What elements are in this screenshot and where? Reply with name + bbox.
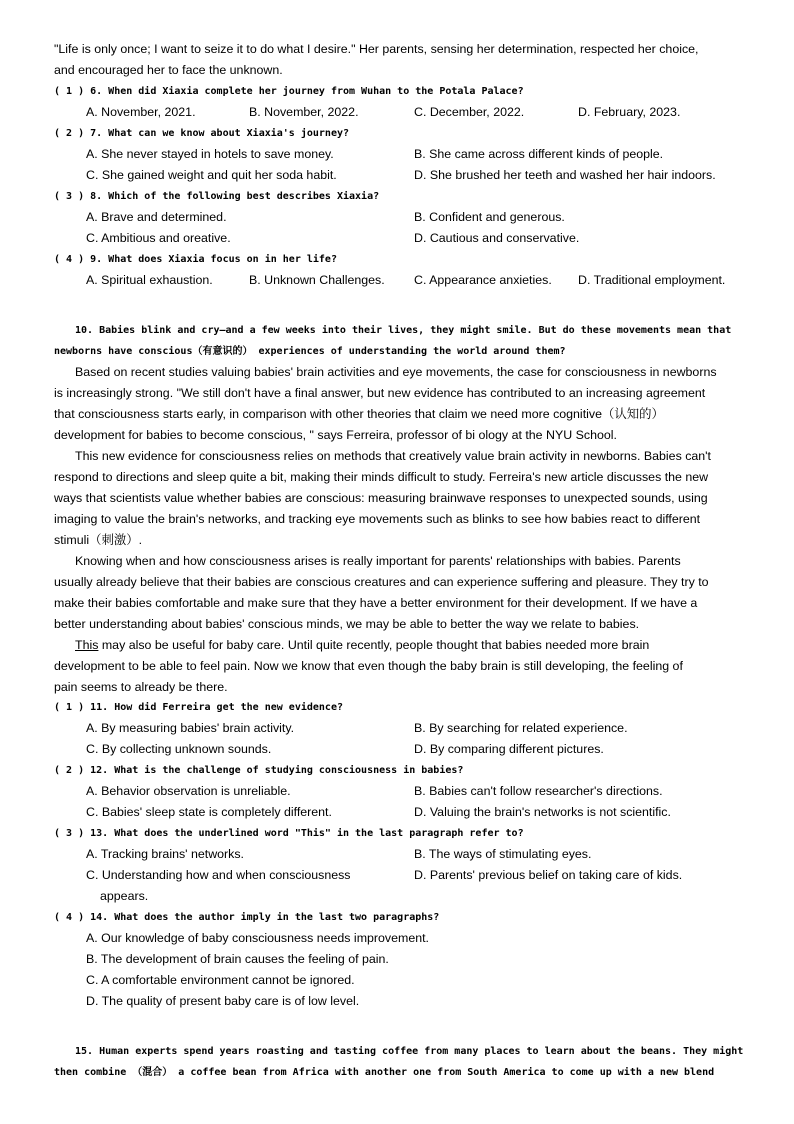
passage-line: make their babies comfortable and make sure that they have a better environment for their development. If we have a bbox=[54, 596, 698, 610]
question-7-stem: ( 2 ) 7. What can we know about Xiaxia's journey? bbox=[54, 128, 350, 139]
passage-line: imaging to value the brain's networks, and tracking eye movements such as blinks to see how babies react to different bbox=[54, 512, 701, 526]
q9-option-c[interactable]: C. Appearance anxieties. bbox=[414, 273, 552, 287]
passage-line: ways that scientists value whether babies are conscious: measuring brainwave responses to unexpected sounds, using bbox=[54, 491, 708, 505]
question-12-stem: ( 2 ) 12. What is the challenge of studying consciousness in babies? bbox=[54, 765, 464, 776]
passage-line: pain seems to already be there. bbox=[54, 680, 228, 694]
passage-line: usually already believe that their babies are conscious creatures and can experience suffering and pleasure. They try to bbox=[54, 575, 709, 589]
q14-option-d[interactable]: D. The quality of present baby care is of low level. bbox=[86, 994, 360, 1008]
q13-option-c-cont[interactable]: appears. bbox=[100, 889, 149, 903]
q11-option-b[interactable]: B. By searching for related experience. bbox=[414, 721, 628, 735]
q14-option-a[interactable]: A. Our knowledge of baby consciousness needs improvement. bbox=[86, 931, 429, 945]
q8-option-d[interactable]: D. Cautious and conservative. bbox=[414, 231, 580, 245]
q7-option-b[interactable]: B. She came across different kinds of people. bbox=[414, 147, 664, 161]
passage-intro: 10. Babies blink and cry—and a few weeks into their lives, they might smile. But do these movements mean that bbox=[75, 325, 732, 336]
q12-option-a[interactable]: A. Behavior observation is unreliable. bbox=[86, 784, 291, 798]
q12-option-d[interactable]: D. Valuing the brain's networks is not scientific. bbox=[414, 805, 671, 819]
q11-option-d[interactable]: D. By comparing different pictures. bbox=[414, 742, 604, 756]
passage-line: development to be able to feel pain. Now we know that even though the baby brain is still developing, the feeling of bbox=[54, 659, 683, 673]
passage-line: is increasingly strong. "We still don't have a final answer, but new evidence has contributed to an increasing agreement bbox=[54, 386, 706, 400]
q6-option-b[interactable]: B. November, 2022. bbox=[249, 105, 359, 119]
passage-line: better understanding about babies' conscious minds, we may be able to better the way we relate to babies. bbox=[54, 617, 640, 631]
q8-option-b[interactable]: B. Confident and generous. bbox=[414, 210, 565, 224]
passage-text: may also be useful for baby care. Until quite recently, people thought that babies needed more brain bbox=[98, 638, 650, 652]
question-9-stem: ( 4 ) 9. What does Xiaxia focus on in her life? bbox=[54, 254, 337, 265]
q8-option-a[interactable]: A. Brave and determined. bbox=[86, 210, 227, 224]
q7-option-c[interactable]: C. She gained weight and quit her soda habit. bbox=[86, 168, 337, 182]
q13-option-b[interactable]: B. The ways of stimulating eyes. bbox=[414, 847, 592, 861]
question-6-stem: ( 1 ) 6. When did Xiaxia complete her journey from Wuhan to the Potala Palace? bbox=[54, 86, 524, 97]
passage-line: that consciousness starts early, in comparison with other theories that claim we need more cognitive（认知的） bbox=[54, 407, 664, 421]
q12-option-c[interactable]: C. Babies' sleep state is completely different. bbox=[86, 805, 332, 819]
passage-intro: then combine （混合） a coffee bean from Africa with another one from South America to come up with a new blend bbox=[54, 1067, 715, 1078]
q14-option-b[interactable]: B. The development of brain causes the feeling of pain. bbox=[86, 952, 389, 966]
q14-option-c[interactable]: C. A comfortable environment cannot be ignored. bbox=[86, 973, 355, 987]
q6-option-a[interactable]: A. November, 2021. bbox=[86, 105, 196, 119]
q9-option-b[interactable]: B. Unknown Challenges. bbox=[249, 273, 385, 287]
question-8-stem: ( 3 ) 8. Which of the following best describes Xiaxia? bbox=[54, 191, 380, 202]
passage-line: and encouraged her to face the unknown. bbox=[54, 63, 283, 77]
q12-option-b[interactable]: B. Babies can't follow researcher's directions. bbox=[414, 784, 663, 798]
q7-option-d[interactable]: D. She brushed her teeth and washed her hair indoors. bbox=[414, 168, 716, 182]
q9-option-a[interactable]: A. Spiritual exhaustion. bbox=[86, 273, 213, 287]
passage-line: This new evidence for consciousness relies on methods that creatively value brain activity in newborns. Babies can't bbox=[75, 449, 711, 463]
q13-option-d[interactable]: D. Parents' previous belief on taking care of kids. bbox=[414, 868, 683, 882]
passage-line: stimuli（刺激）. bbox=[54, 533, 143, 547]
q7-option-a[interactable]: A. She never stayed in hotels to save money. bbox=[86, 147, 334, 161]
question-14-stem: ( 4 ) 14. What does the author imply in the last two paragraphs? bbox=[54, 912, 440, 923]
question-13-stem: ( 3 ) 13. What does the underlined word "This" in the last paragraph refer to? bbox=[54, 828, 524, 839]
passage-intro: newborns have conscious（有意识的） experiences of understanding the world around them? bbox=[54, 346, 566, 357]
question-11-stem: ( 1 ) 11. How did Ferreira get the new evidence? bbox=[54, 702, 343, 713]
passage-line: Based on recent studies valuing babies' brain activities and eye movements, the case for consciousness in newborns bbox=[75, 365, 717, 379]
passage-line: development for babies to become conscious, " says Ferreira, professor of bi ology at the NYU School. bbox=[54, 428, 617, 442]
passage-line: "Life is only once; I want to seize it to do what I desire." Her parents, sensing her determination, respected her choice, bbox=[54, 42, 699, 56]
passage-intro: 15. Human experts spend years roasting and tasting coffee from many places to learn about the beans. They might bbox=[75, 1046, 744, 1057]
q11-option-a[interactable]: A. By measuring babies' brain activity. bbox=[86, 721, 295, 735]
q6-option-c[interactable]: C. December, 2022. bbox=[414, 105, 525, 119]
passage-line: Knowing when and how consciousness arises is really important for parents' relationships with babies. Parents bbox=[75, 554, 681, 568]
underlined-word-this: This bbox=[75, 638, 99, 652]
q8-option-c[interactable]: C. Ambitious and oreative. bbox=[86, 231, 231, 245]
q11-option-c[interactable]: C. By collecting unknown sounds. bbox=[86, 742, 272, 756]
q13-option-a[interactable]: A. Tracking brains' networks. bbox=[86, 847, 244, 861]
q6-option-d[interactable]: D. February, 2023. bbox=[578, 105, 681, 119]
q9-option-d[interactable]: D. Traditional employment. bbox=[578, 273, 726, 287]
passage-line: respond to directions and sleep quite a bit, making their minds difficult to study. Ferreira's new article discusses the new bbox=[54, 470, 709, 484]
q13-option-c[interactable]: C. Understanding how and when consciousness bbox=[86, 868, 351, 882]
passage-line bbox=[75, 637, 649, 653]
